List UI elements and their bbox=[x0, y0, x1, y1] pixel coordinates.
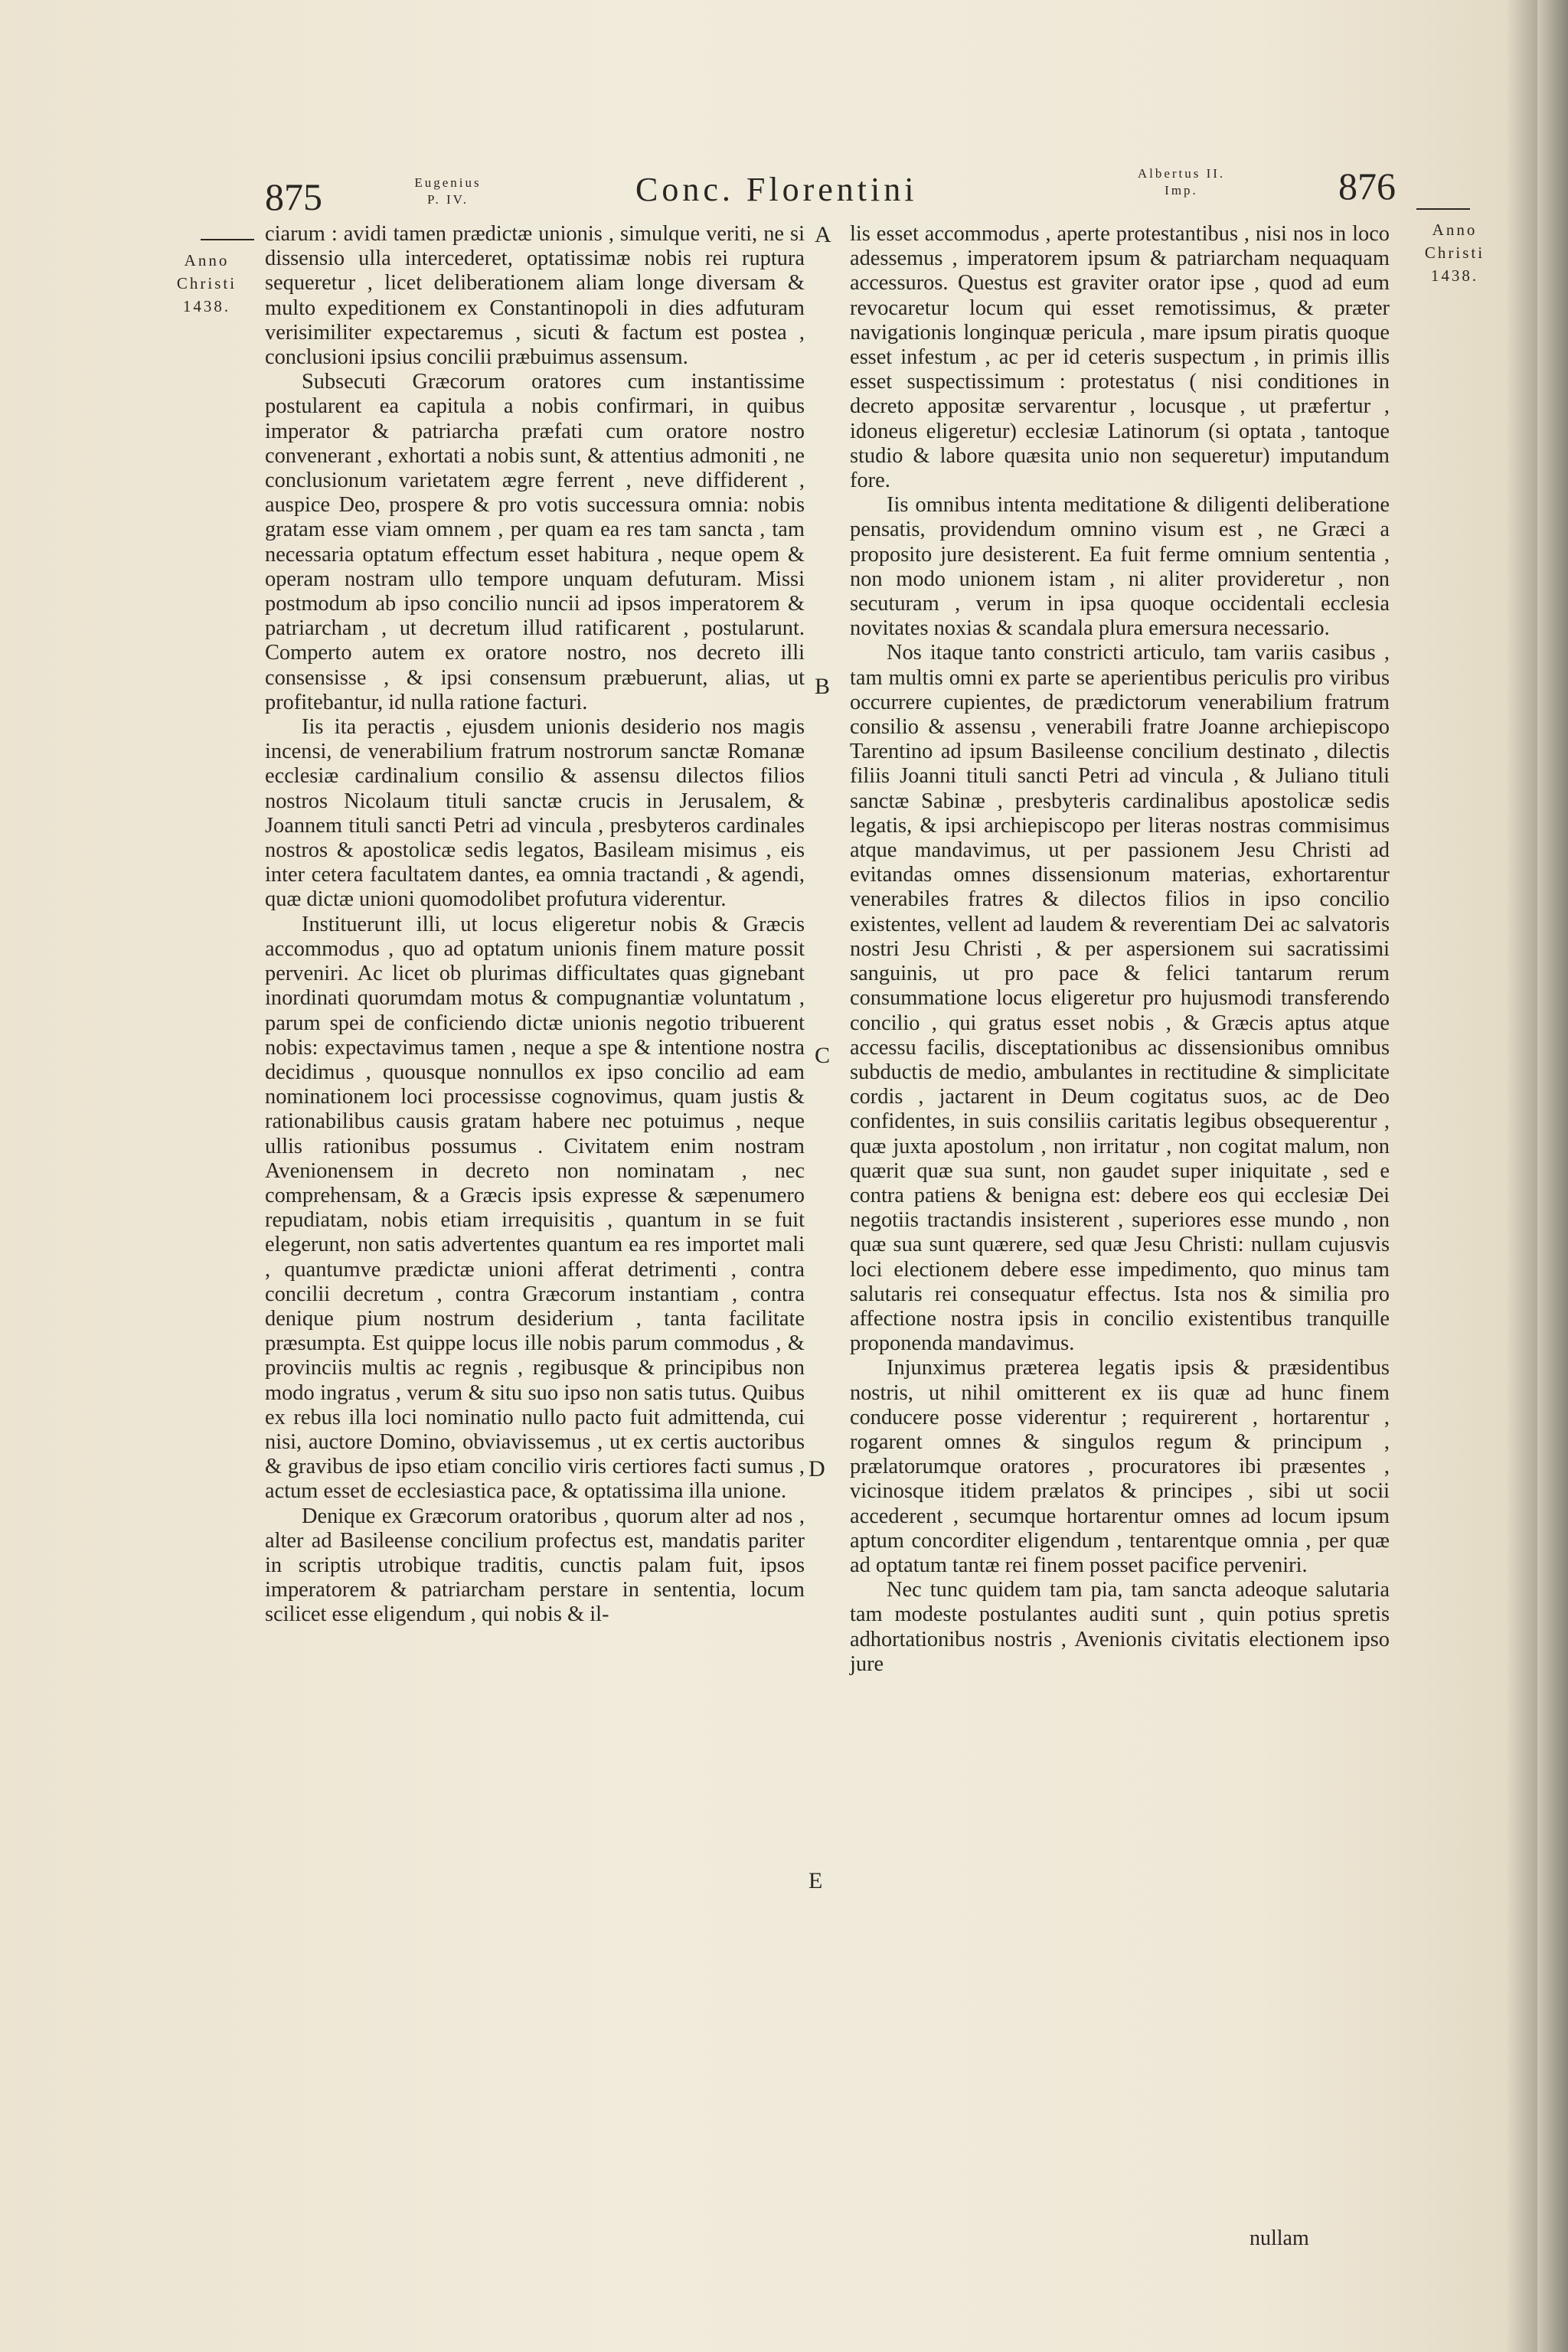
margin-note-left: Anno Christi 1438. bbox=[176, 251, 237, 315]
catchword: nullam bbox=[1250, 2226, 1309, 2250]
paragraph: lis esset accommodus , aperte protestantibus , nisi nos in loco adessemus , imperatorem ipsum & patriarcham nequaquam accessuros. Questus est graviter orator ipse , quod ad eum revocaretur locum qui esset remotissimus, & præter navigationis longinquæ pericula , mare ipsum piratis quoque esset infestum , ac per id ceteris suspectum , in primis illis esset suspectissimum : protestatus ( nisi conditiones in decreto appositæ servarentur , locusque , ut præfertur , idoneus eligeretur) ecclesiæ Latinorum (si optata , tantoque studio & labore quæsita unio non sequeretur) imputandum fore. bbox=[850, 222, 1390, 493]
section-letter-b: B bbox=[815, 674, 831, 699]
section-letter-c: C bbox=[815, 1043, 831, 1068]
left-running-head: Eugenius P. IV. bbox=[414, 175, 482, 207]
paragraph: Nos itaque tanto constricti articulo, tam variis casibus , tam multis omni ex parte se aperientibus periculis pro viribus occurrere cupientes, de prædictorum venerabilium fratrum consilio & assensu , venerabili fratre Joanne archiepiscopo Tarentino ad ipsum Basileense concilium destinato , dilectis filiis Joanni tituli sancti Petri ad vincula , & Juliano tituli sanctæ Sabinæ , presbyteris cardinalibus apostolicæ sedis legatis, & ipsi archiepiscopo per literas nostras commisimus atque mandavimus, ut per passionem Jesu Christi ad evitandas omnes dissensionum materias, exhortarentur venerabiles fratres & dilectos filios in ipso concilio existentes, vellent ad laudem & reverentiam Dei ac salvatoris nostri Jesu Christi , & per aspersionem sui sacratissimi sanguinis, ut pro pace & felici tantarum rerum consummatione locus eligeretur pro hujusmodi transferendo concilio , qui gratus esset nobis , & Græcis aptus atque accessu facilis, disceptationibus ac dissensionibus omnibus subductis de medio, ambulantes in rectitudine & simplicitate cordis , jactarent in Deum cogitatus suos, ac de Deo confidentes, in suis consiliis caritatis legibus obsequerentur , quæ juxta apostolum , non irritatur , non cogitat malum, non quærit quæ sua sunt, non gaudet super iniquitate , sed e contra patiens & benigna est: debere eos qui ecclesiæ Dei negotiis tractandis insisterent , superiores esse mundo , non quæ sua sunt quærere, sed quæ Jesu Christi: nullam cujusvis loci electionem debere esse impedimento, quo minus tam salutaris rei consequatur effectus. Ista nos & similia pro affectione nostra ipsis in concilio existentibus tranquille proponenda mandavimus. bbox=[850, 641, 1390, 1356]
paragraph: Iis ita peractis , ejusdem unionis desiderio nos magis incensi, de venerabilium fratrum nostrorum sanctæ Romanæ ecclesiæ cardinalium consilio & assensu dilectos filios nostros Nicolaum tituli sanctæ crucis in Jerusalem, & Joannem tituli sancti Petri ad vincula , presbyteros cardinales nostros & apostolicæ sedis legatos, Basileam misimus , eis inter cetera facultatem dantes, ea omnia tractandi , & agendi, quæ dictæ unioni quomodolibet profutura viderentur. bbox=[265, 715, 805, 912]
right-running-head: Albertus II. Imp. bbox=[1137, 166, 1226, 198]
paragraph: Injunximus præterea legatis ipsis & præsidentibus nostris, ut nihil omitterent ex iis quæ ad hunc finem conducere posse viderentur ; requirerent , hortarentur , rogarent omnes & singulos regum & principum , prælatorumque oratores , procuratores ibi præsentes , vicinosque itidem prælatos & principes , sibi ut socii accederent , secumque hortarentur omnes ad locum ipsum aptum concorditer eligendum , tentarentque omnia , per quæ ad optatum tantæ rei finem posset pacifice perveniri. bbox=[850, 1356, 1390, 1577]
paragraph: Subsecuti Græcorum oratores cum instantissime postularent ea capitula a nobis confirmari, in quibus imperator & patriarcha præfati cum oratore nostro convenerant , exhortati a nobis sunt, & attentius admoniti , ne conclusionum varietatem ægre ferrent , neve diffiderent , auspice Deo, prospere & pro votis successura omnia: nobis gratam esse viam omnem , per quam ea res tam sancta , tam necessaria optatum effectum esset habitura , neque opem & operam nostram ullo tempore unquam defuturam. Missi postmodum ab ipso concilio nuncii ad ipsos imperatorem & patriarcham , ut decretum illud ratificarent , postularunt. Comperto autem ex oratore nostro, nos decreto illi consensisse , & ipsi consensum præbuerunt, alias, ut profitebantur, id nulla ratione facturi. bbox=[265, 370, 805, 714]
page-title: Conc. Florentini bbox=[635, 171, 918, 208]
paragraph: Iis omnibus intenta meditatione & diligenti deliberatione pensatis, providendum omnino visum est , ne Græci a proposito jure desisterent. Ea fuit ferme omnium sententia , non modo unionem istam , ni aliter provideretur , non secuturam , verum in ipsa quoque occidentali ecclesia novitates noxias & scandala plura emersura necessario. bbox=[850, 493, 1390, 641]
section-letter-e: E bbox=[808, 1868, 823, 1893]
left-text-column bbox=[265, 222, 805, 1628]
paragraph: Nec tunc quidem tam pia, tam sancta adeoque salutaria tam modeste postulantes auditi sunt , quin potius spretis adhortationibus nostris , Avenionis civitatis electionem ipso jure bbox=[850, 1578, 1390, 1676]
left-page-number: 875 bbox=[265, 175, 322, 218]
paragraph: ciarum : avidi tamen prædictæ unionis , simulque veriti, ne si dissensio ulla intercederet, optatissimæ nobis rei ruptura sequeretur , licet deliberationem aliam longe diversam & multo expeditionem ex Constantinopoli in dies adfuturam verisimiliter expectaremus , sicuti & factum est postea , conclusioni ipsius concilii præbuimus assensum. bbox=[265, 222, 805, 370]
page-edge-shadow bbox=[1537, 0, 1568, 2352]
margin-note-right: Anno Christi 1438. bbox=[1424, 220, 1485, 285]
section-letter-d: D bbox=[808, 1456, 825, 1481]
section-letter-a: A bbox=[815, 222, 831, 247]
margin-rule-left bbox=[201, 239, 254, 240]
right-text-column bbox=[850, 222, 1390, 1677]
right-page-number: 876 bbox=[1338, 165, 1396, 207]
margin-rule-right bbox=[1416, 208, 1470, 210]
paragraph: Instituerunt illi, ut locus eligeretur nobis & Græcis accommodus , quo ad optatum unionis finem mature possit perveniri. Ac licet ob plurimas difficultates quas gignebant inordinati quorumdam motus & compugnantiæ voluntatum , parum spei de conficiendo dictæ unionis negotio tribuerent nobis: expectavimus tamen , neque a spe & intentione nostra decidimus , quousque nonnullos ex ipso concilio ad eam nominationem loci processisse cognovimus, quam justis & rationabilibus causis gratam habere nec potuimus , neque ullis rationibus possumus . Civitatem enim nostram Avenionensem in decreto non nominatam , nec comprehensam, & a Græcis ipsis expresse & sæpenumero repudiatam, nobis etiam irrequisitis , quantum in se fuit elegerunt, non satis advertentes quantum ea res importet mali , quantumve prædictæ unioni afferat detrimenti , contra concilii decretum , contra Græcorum instantiam , contra denique pium nostrum desiderium , tanta facilitate præsumpta. Est quippe locus ille nobis parum commodus , & provinciis multis ac regnis , regibusque & principibus non modo ingratus , verum & situ suo ipso non satis tutus. Quibus ex rebus illa loci nominatio nullo pacto fuit admittenda, cui nisi, auctore Domino, obviavissemus , ut ex certis auctoribus & gravibus de ipso etiam concilio viris certiores facti sumus , actum esset de ecclesiastica pace, & optatissima illa unione. bbox=[265, 912, 805, 1504]
paragraph: Denique ex Græcorum oratoribus , quorum alter ad nos , alter ad Basileense concilium profectus est, mandatis pariter in scriptis utrobique traditis, cunctis palam fuit, ipsos imperatorem & patriarcham perstare in sententia, locum scilicet esse eligendum , qui nobis & il- bbox=[265, 1504, 805, 1627]
